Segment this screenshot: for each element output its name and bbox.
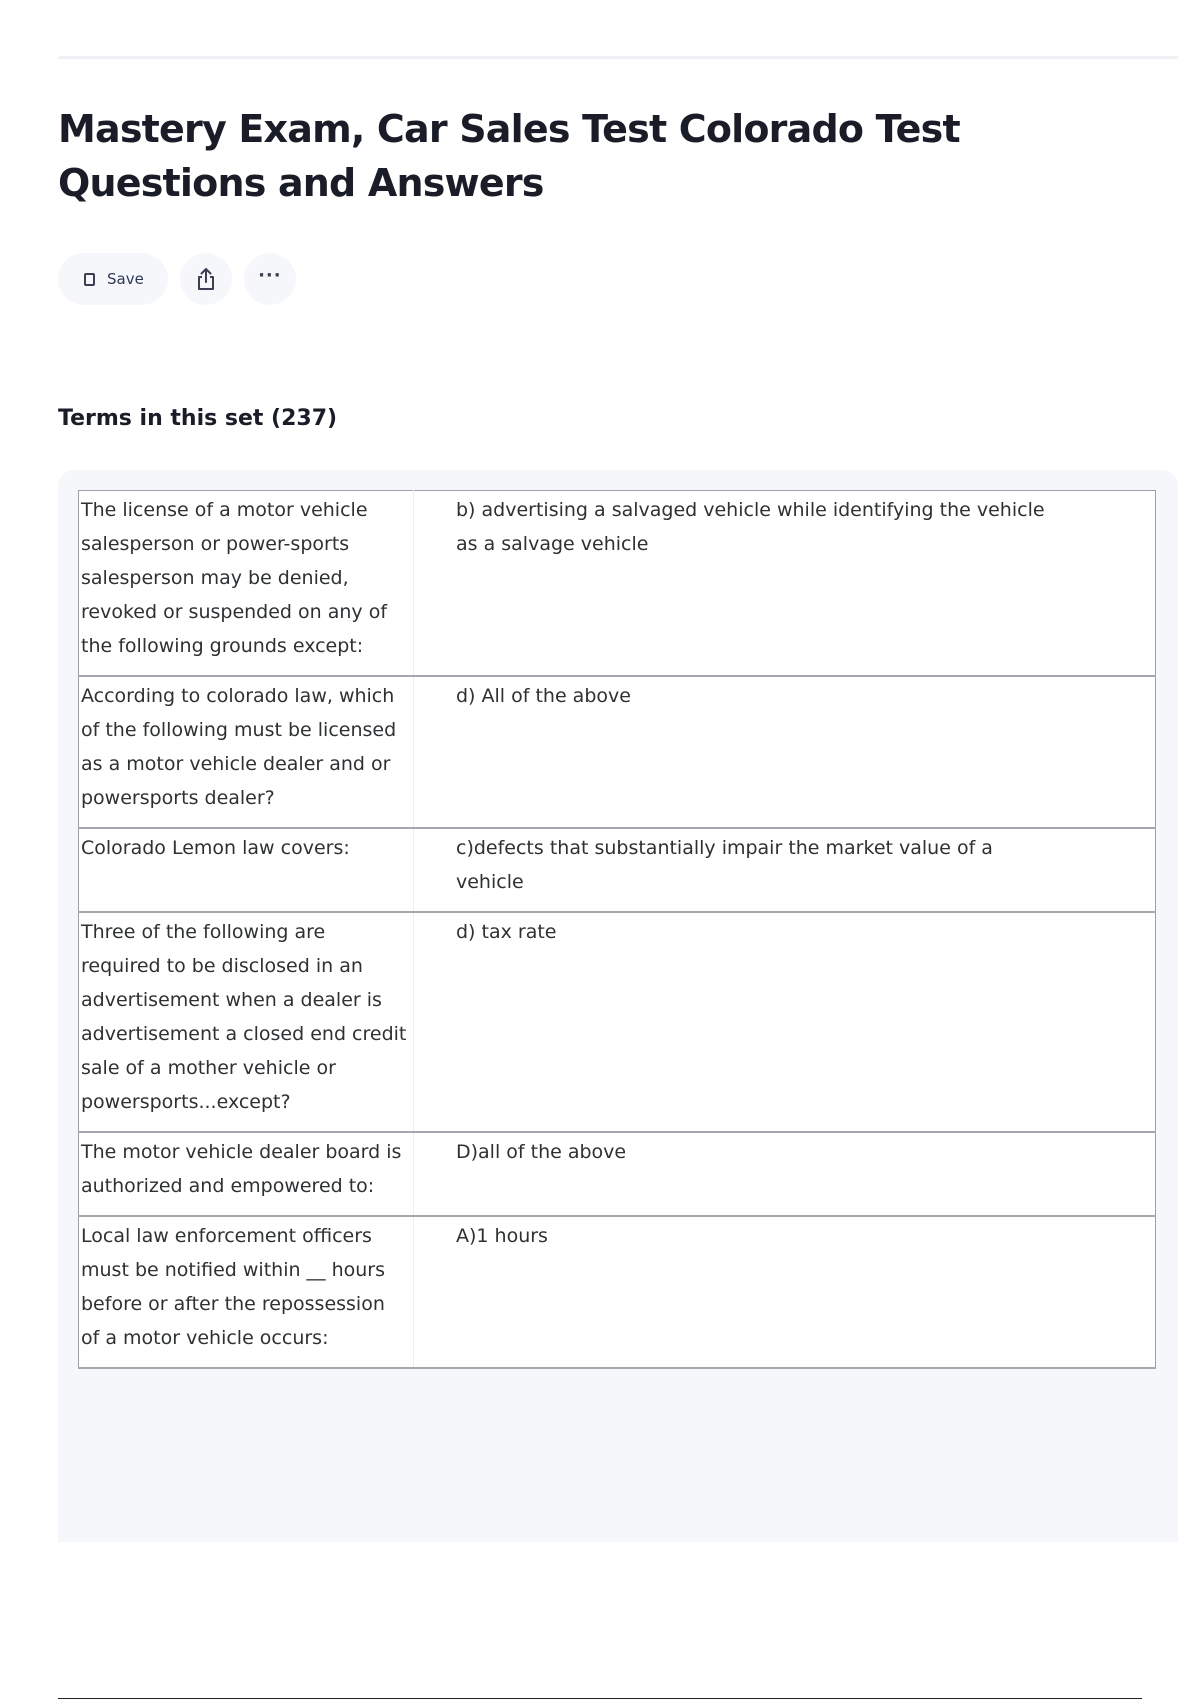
- table-row: [79, 1132, 1156, 1216]
- definition-cell: b) advertising a salvaged vehicle while identifying the vehicle as a salvage vehicle: [414, 491, 1156, 677]
- table-row: [79, 828, 1156, 912]
- definition-cell: A)1 hours: [414, 1216, 1156, 1368]
- more-options-button[interactable]: [244, 253, 296, 305]
- term-cell: The motor vehicle dealer board is authorized and empowered to:: [79, 1132, 414, 1216]
- bottom-divider: [58, 1698, 1142, 1699]
- save-button-label: Save: [107, 270, 144, 288]
- definition-cell: c)defects that substantially impair the market value of a vehicle: [414, 828, 1156, 912]
- share-button[interactable]: [180, 253, 232, 305]
- terms-heading: Terms in this set (237): [58, 406, 338, 431]
- term-cell: Local law enforcement officers must be notified within __ hours before or after the repossession of a motor vehicle occurs:: [79, 1216, 414, 1368]
- share-icon: [195, 266, 217, 292]
- definition-cell: d) All of the above: [414, 676, 1156, 828]
- term-cell: According to colorado law, which of the following must be licensed as a motor vehicle dealer and or powersports dealer?: [79, 676, 414, 828]
- more-options-icon: ···: [258, 265, 282, 286]
- definition-cell: D)all of the above: [414, 1132, 1156, 1216]
- term-cell: Colorado Lemon law covers:: [79, 828, 414, 912]
- bookmark-icon: [84, 273, 95, 286]
- table-row: [79, 912, 1156, 1132]
- page-title: Mastery Exam, Car Sales Test Colorado Test Questions and Answers: [58, 107, 960, 205]
- action-bar: [58, 253, 296, 305]
- definition-cell: d) tax rate: [414, 912, 1156, 1132]
- top-divider: [58, 56, 1178, 59]
- term-cell: Three of the following are required to be disclosed in an advertisement when a dealer is advertisement a closed end credit sale of a mother vehicle or powersports...except?: [79, 912, 414, 1132]
- table-row: [79, 1216, 1156, 1368]
- save-button[interactable]: [58, 253, 168, 305]
- table-row: [79, 676, 1156, 828]
- table-row: [79, 491, 1156, 677]
- term-cell: The license of a motor vehicle salesperson or power-sports salesperson may be denied, revoked or suspended on any of the following grounds except:: [79, 491, 414, 677]
- terms-table: [78, 490, 1156, 1369]
